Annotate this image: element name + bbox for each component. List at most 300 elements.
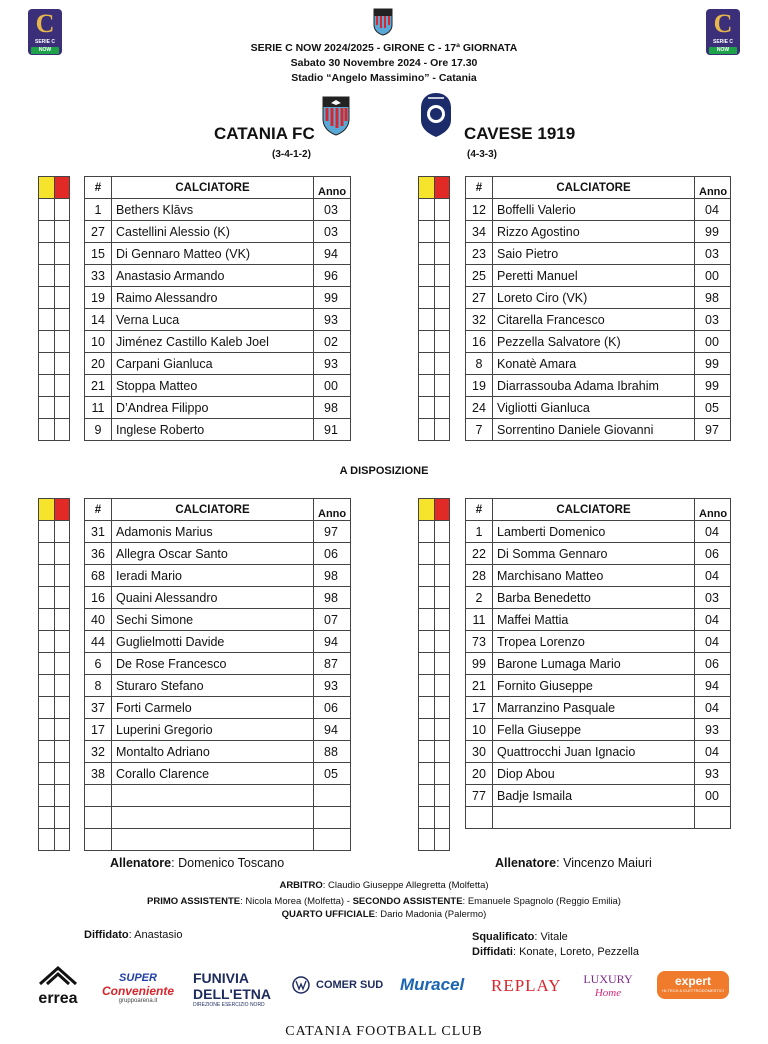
logo-now: NOW — [709, 47, 737, 54]
player-year: 04 — [695, 697, 731, 719]
player-number: 27 — [85, 221, 112, 243]
coach-label: Allenatore — [495, 856, 557, 870]
referee-label: ARBITRO — [279, 880, 323, 891]
player-number — [466, 807, 493, 829]
player-row — [466, 309, 731, 331]
player-name — [112, 807, 314, 829]
player-row — [466, 375, 731, 397]
card-row — [419, 521, 450, 543]
player-name: Citarella Francesco — [493, 309, 695, 331]
col-player-header: CALCIATORE — [112, 499, 314, 521]
card-cell — [434, 741, 450, 763]
card-cell — [419, 243, 435, 265]
player-year: 06 — [695, 653, 731, 675]
errea-logo — [34, 966, 82, 1006]
card-cell — [39, 397, 55, 419]
player-year: 99 — [314, 287, 351, 309]
player-row — [85, 243, 351, 265]
player-name: Ieradi Mario — [112, 565, 314, 587]
player-year: 98 — [314, 565, 351, 587]
player-number: 2 — [466, 587, 493, 609]
card-cell — [434, 609, 450, 631]
player-year — [314, 807, 351, 829]
player-year: 94 — [695, 675, 731, 697]
player-row — [85, 631, 351, 653]
card-row — [419, 287, 450, 309]
away-coach: Allenatore: Vincenzo Maiuri — [495, 856, 652, 870]
player-number: 19 — [85, 287, 112, 309]
player-name: Montalto Adriano — [112, 741, 314, 763]
gruppoarena-text: gruppoarena.it — [118, 998, 158, 1004]
player-name: Forti Carmelo — [112, 697, 314, 719]
player-number: 10 — [85, 331, 112, 353]
card-row — [419, 631, 450, 653]
player-number: 34 — [466, 221, 493, 243]
player-year — [695, 807, 731, 829]
away-starters-table — [465, 176, 731, 441]
card-row — [419, 741, 450, 763]
first-assistant-label: PRIMO ASSISTENTE — [147, 896, 241, 907]
card-cell — [39, 785, 55, 807]
player-year: 00 — [314, 375, 351, 397]
player-year: 04 — [695, 521, 731, 543]
away-team-name: CAVESE 1919 — [464, 124, 576, 143]
player-year: 00 — [695, 265, 731, 287]
player-year: 04 — [695, 741, 731, 763]
card-row — [39, 521, 70, 543]
home-bench-table — [84, 498, 351, 851]
player-year: 07 — [314, 609, 351, 631]
luxury-home-logo — [577, 972, 639, 999]
home-diffidato: Diffidato: Anastasio — [84, 929, 183, 941]
player-row — [85, 741, 351, 763]
empty-row — [85, 807, 351, 829]
cavese-crest-icon — [419, 92, 453, 138]
player-year: 96 — [314, 265, 351, 287]
card-cell — [419, 741, 435, 763]
card-cell — [39, 609, 55, 631]
player-number: 38 — [85, 763, 112, 785]
card-row — [39, 829, 70, 851]
player-year: 00 — [695, 331, 731, 353]
player-number: 6 — [85, 653, 112, 675]
card-cell — [54, 829, 70, 851]
player-year: 99 — [695, 221, 731, 243]
second-assistant-label: SECONDO ASSISTENTE — [352, 896, 463, 907]
card-cell — [39, 543, 55, 565]
player-number: 24 — [466, 397, 493, 419]
player-row — [466, 521, 731, 543]
card-row — [419, 807, 450, 829]
card-cell — [54, 309, 70, 331]
player-number: 23 — [466, 243, 493, 265]
player-row — [466, 587, 731, 609]
player-row — [85, 719, 351, 741]
card-cell — [39, 265, 55, 287]
card-cell — [39, 587, 55, 609]
card-cell — [39, 675, 55, 697]
player-name: Adamonis Marius — [112, 521, 314, 543]
card-cell — [434, 309, 450, 331]
card-row — [39, 587, 70, 609]
away-bench-table — [465, 498, 731, 829]
card-cell — [54, 587, 70, 609]
player-name: Konatè Amara — [493, 353, 695, 375]
card-cell — [434, 521, 450, 543]
card-cell — [54, 631, 70, 653]
card-cell — [39, 565, 55, 587]
card-cell — [419, 353, 435, 375]
player-year: 93 — [695, 719, 731, 741]
card-cell — [434, 763, 450, 785]
card-row — [39, 675, 70, 697]
player-row — [85, 763, 351, 785]
card-cell — [39, 653, 55, 675]
card-row — [419, 265, 450, 287]
player-year: 06 — [314, 543, 351, 565]
player-number: 10 — [466, 719, 493, 741]
card-row — [419, 565, 450, 587]
player-number: 17 — [466, 697, 493, 719]
referee-line: ARBITRO: Claudio Giuseppe Allegretta (Molfetta) — [279, 880, 489, 891]
card-row — [419, 331, 450, 353]
player-row — [85, 353, 351, 375]
player-year: 93 — [314, 309, 351, 331]
yellow-card-icon — [39, 177, 55, 199]
diffidati-label: Diffidati — [472, 946, 513, 958]
player-row — [85, 309, 351, 331]
player-year: 93 — [314, 675, 351, 697]
player-number: 99 — [466, 653, 493, 675]
card-cell — [54, 741, 70, 763]
player-number: 1 — [85, 199, 112, 221]
replay-logo: REPLAY — [491, 976, 562, 995]
card-cell — [434, 199, 450, 221]
player-year: 02 — [314, 331, 351, 353]
card-row — [419, 375, 450, 397]
fourth-official-label: QUARTO UFFICIALE — [281, 909, 375, 920]
super-conveniente-logo — [94, 972, 182, 1004]
player-row — [466, 653, 731, 675]
player-year: 93 — [314, 353, 351, 375]
player-number: 20 — [85, 353, 112, 375]
player-name: Vigliotti Gianluca — [493, 397, 695, 419]
card-row — [39, 177, 70, 199]
card-cell — [434, 565, 450, 587]
player-year: 04 — [695, 199, 731, 221]
player-number: 14 — [85, 309, 112, 331]
card-cell — [54, 397, 70, 419]
card-cell — [39, 243, 55, 265]
card-cell — [54, 287, 70, 309]
card-cell — [434, 331, 450, 353]
player-row — [466, 397, 731, 419]
player-name: Rizzo Agostino — [493, 221, 695, 243]
card-cell — [419, 807, 435, 829]
yellow-card-icon — [419, 499, 435, 521]
home-formation: (3-4-1-2) — [272, 149, 311, 160]
card-cell — [54, 653, 70, 675]
player-name: Pezzella Salvatore (K) — [493, 331, 695, 353]
card-row — [39, 631, 70, 653]
logo-now: NOW — [31, 47, 59, 54]
player-number: 8 — [466, 353, 493, 375]
card-cell — [39, 221, 55, 243]
card-row — [39, 287, 70, 309]
card-cell — [434, 587, 450, 609]
card-cell — [419, 309, 435, 331]
card-cell — [54, 221, 70, 243]
comer-sud-logo — [292, 976, 383, 994]
card-cell — [54, 785, 70, 807]
card-row — [419, 587, 450, 609]
player-row — [466, 419, 731, 441]
col-player-header: CALCIATORE — [493, 177, 695, 199]
player-row — [85, 287, 351, 309]
player-number: 68 — [85, 565, 112, 587]
comer-sud-text: COMER SUD — [316, 979, 384, 991]
card-cell — [434, 675, 450, 697]
home-bench-cards-grid — [38, 498, 70, 851]
card-cell — [419, 397, 435, 419]
player-name: Di Gennaro Matteo (VK) — [112, 243, 314, 265]
player-name: Raimo Alessandro — [112, 287, 314, 309]
vw-icon — [292, 976, 310, 994]
player-number — [85, 785, 112, 807]
player-name: D’Andrea Filippo — [112, 397, 314, 419]
col-player-header: CALCIATORE — [112, 177, 314, 199]
player-name: Saio Pietro — [493, 243, 695, 265]
card-cell — [434, 807, 450, 829]
player-year — [314, 829, 351, 851]
first-assistant-name: Nicola Morea (Molfetta) — [245, 896, 345, 907]
player-year: 94 — [314, 719, 351, 741]
player-number: 12 — [466, 199, 493, 221]
card-cell — [434, 265, 450, 287]
card-cell — [39, 331, 55, 353]
funivia-sub-text: DIREZIONE ESERCIZIO NORD — [193, 1002, 265, 1008]
player-year: 06 — [314, 697, 351, 719]
muracel-logo: Muracel — [400, 975, 465, 994]
card-row — [419, 199, 450, 221]
card-row — [39, 265, 70, 287]
home-coach-name: Domenico Toscano — [178, 856, 285, 870]
funivia-etna-logo — [193, 970, 283, 1009]
player-name: Luperini Gregorio — [112, 719, 314, 741]
player-year: 93 — [695, 763, 731, 785]
referee-name: Claudio Giuseppe Allegretta (Molfetta) — [328, 880, 489, 891]
player-row — [466, 353, 731, 375]
player-number: 16 — [466, 331, 493, 353]
player-number: 8 — [85, 675, 112, 697]
card-cell — [419, 419, 435, 441]
card-cell — [419, 587, 435, 609]
player-year: 03 — [695, 587, 731, 609]
player-number: 44 — [85, 631, 112, 653]
player-row — [466, 287, 731, 309]
card-cell — [434, 785, 450, 807]
second-assistant-name: Emanuele Spagnolo (Reggio Emilia) — [467, 896, 621, 907]
player-name: Sechi Simone — [112, 609, 314, 631]
catania-crest-small-icon — [373, 8, 393, 36]
player-row — [85, 199, 351, 221]
card-row — [39, 609, 70, 631]
player-year: 94 — [314, 243, 351, 265]
player-year: 97 — [314, 521, 351, 543]
player-row — [85, 221, 351, 243]
card-row — [39, 697, 70, 719]
player-row — [466, 609, 731, 631]
card-row — [419, 353, 450, 375]
card-cell — [54, 609, 70, 631]
match-header-stadium: Stadio “Angelo Massimino” - Catania — [291, 72, 477, 84]
assistants-line: PRIMO ASSISTENTE: Nicola Morea (Molfetta) - SECONDO ASSISTENTE: Emanuele Spagnolo (Reggio Emilia) — [147, 896, 621, 907]
card-row — [39, 309, 70, 331]
card-cell — [39, 719, 55, 741]
logo-line1: SERIE C — [712, 39, 733, 45]
player-number: 16 — [85, 587, 112, 609]
red-card-icon — [434, 177, 450, 199]
player-year: 88 — [314, 741, 351, 763]
squalificato-label: Squalificato — [472, 931, 535, 943]
card-cell — [54, 763, 70, 785]
card-cell — [54, 521, 70, 543]
player-year: 04 — [695, 631, 731, 653]
card-cell — [39, 697, 55, 719]
squalificato-value: Vitale — [540, 931, 568, 943]
player-number: 30 — [466, 741, 493, 763]
player-name: Fella Giuseppe — [493, 719, 695, 741]
card-cell — [419, 631, 435, 653]
card-cell — [434, 353, 450, 375]
expert-sub-text: HI-TECH & ELETTRODOMESTICI — [662, 988, 724, 993]
card-cell — [434, 419, 450, 441]
card-row — [39, 221, 70, 243]
player-name: Badje Ismaila — [493, 785, 695, 807]
player-name: Bethers Klāvs — [112, 199, 314, 221]
funivia-text: FUNIVIA — [193, 970, 249, 986]
player-number: 11 — [85, 397, 112, 419]
player-number: 1 — [466, 521, 493, 543]
player-name: Loreto Ciro (VK) — [493, 287, 695, 309]
card-cell — [39, 375, 55, 397]
card-cell — [419, 829, 435, 851]
player-number: 40 — [85, 609, 112, 631]
player-number — [85, 807, 112, 829]
card-row — [39, 741, 70, 763]
player-number: 22 — [466, 543, 493, 565]
card-cell — [39, 419, 55, 441]
etna-text: DELL'ETNA — [193, 986, 271, 1002]
card-cell — [39, 199, 55, 221]
player-row — [85, 653, 351, 675]
card-cell — [434, 631, 450, 653]
card-cell — [434, 543, 450, 565]
player-row — [466, 265, 731, 287]
card-cell — [434, 375, 450, 397]
player-row — [466, 763, 731, 785]
col-year-header: Anno — [314, 177, 351, 199]
card-cell — [54, 419, 70, 441]
col-num-header: # — [466, 177, 493, 199]
card-row — [419, 675, 450, 697]
away-squalificato: Squalificato: Vitale — [472, 931, 568, 943]
luxury-home-text: Home — [594, 987, 622, 999]
card-row — [419, 609, 450, 631]
player-number: 20 — [466, 763, 493, 785]
home-coach: Allenatore: Domenico Toscano — [110, 856, 285, 870]
card-cell — [419, 265, 435, 287]
card-cell — [419, 199, 435, 221]
player-name — [112, 829, 314, 851]
player-year: 03 — [314, 221, 351, 243]
card-cell — [39, 353, 55, 375]
player-name: Lamberti Domenico — [493, 521, 695, 543]
player-name: Barone Lumaga Mario — [493, 653, 695, 675]
away-bench-cards-grid — [418, 498, 450, 851]
player-name: Diarrassouba Adama Ibrahim — [493, 375, 695, 397]
card-cell — [54, 375, 70, 397]
card-cell — [419, 763, 435, 785]
player-name: Tropea Lorenzo — [493, 631, 695, 653]
player-year: 99 — [695, 353, 731, 375]
card-cell — [39, 807, 55, 829]
card-cell — [434, 221, 450, 243]
col-year-header: Anno — [314, 499, 351, 521]
player-name: Castellini Alessio (K) — [112, 221, 314, 243]
empty-row — [85, 785, 351, 807]
player-number: 15 — [85, 243, 112, 265]
player-number: 37 — [85, 697, 112, 719]
card-cell — [54, 331, 70, 353]
card-row — [39, 543, 70, 565]
player-name: Carpani Gianluca — [112, 353, 314, 375]
player-name: Guglielmotti Davide — [112, 631, 314, 653]
col-player-header: CALCIATORE — [493, 499, 695, 521]
col-num-header: # — [85, 177, 112, 199]
player-row — [85, 543, 351, 565]
card-row — [39, 785, 70, 807]
card-row — [39, 719, 70, 741]
card-row — [39, 397, 70, 419]
card-row — [39, 807, 70, 829]
player-number: 19 — [466, 375, 493, 397]
player-number — [85, 829, 112, 851]
player-number: 17 — [85, 719, 112, 741]
card-cell — [434, 397, 450, 419]
errea-text: errea — [38, 990, 78, 1007]
footer-club-name: CATANIA FOOTBALL CLUB — [285, 1024, 483, 1039]
card-row — [419, 397, 450, 419]
card-cell — [39, 763, 55, 785]
player-row — [466, 243, 731, 265]
card-cell — [54, 697, 70, 719]
card-cell — [54, 675, 70, 697]
player-year: 03 — [314, 199, 351, 221]
card-cell — [419, 331, 435, 353]
card-cell — [434, 829, 450, 851]
player-year: 05 — [314, 763, 351, 785]
col-year-header: Anno — [695, 499, 731, 521]
player-name: Stoppa Matteo — [112, 375, 314, 397]
player-row — [85, 265, 351, 287]
empty-row — [85, 829, 351, 851]
player-name: Marranzino Pasquale — [493, 697, 695, 719]
match-header-date: Sabato 30 Novembre 2024 - Ore 17.30 — [290, 57, 478, 69]
card-row — [419, 177, 450, 199]
card-row — [419, 543, 450, 565]
player-year: 87 — [314, 653, 351, 675]
